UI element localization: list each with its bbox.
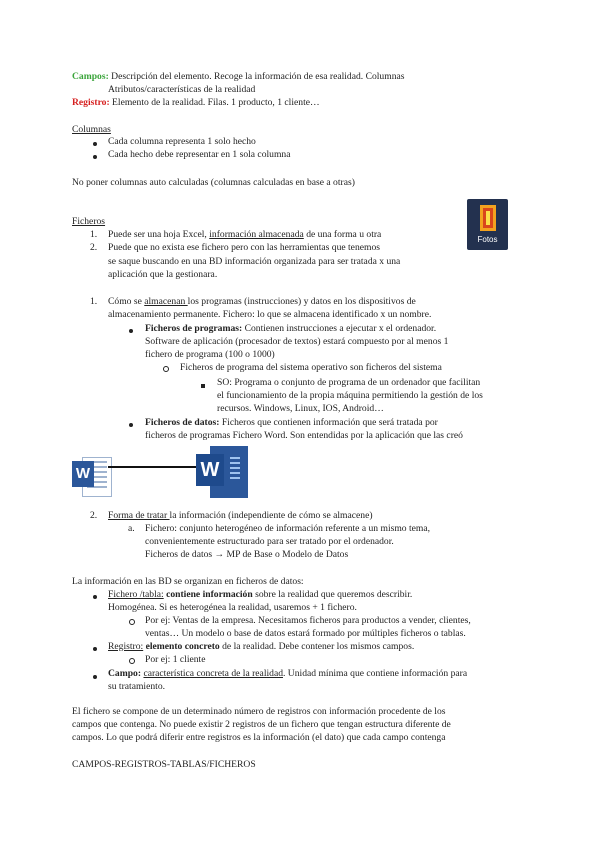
campos-text-line2: Atributos/características de la realidad	[108, 84, 256, 95]
list-letter: a.	[128, 523, 135, 534]
ficheros-item-2-line3: aplicación que la gestionara.	[108, 269, 218, 280]
bullet-icon	[93, 643, 97, 655]
fichero-tabla-line2: Homogénea. Si es heterogénea la realidad, usaremos + 1 fichero.	[108, 602, 357, 613]
tratar-post: la información (independiente de cómo se almacene)	[169, 510, 373, 521]
bullet-icon	[93, 671, 97, 683]
circle-bullet-icon	[163, 364, 169, 376]
campo-text: . Unidad mínima que contiene información para	[283, 668, 468, 679]
ficheros-heading: Ficheros	[72, 216, 106, 227]
ficheros-item-2-line2: se saque buscando en una BD información organizada para ser tratada x una	[108, 256, 401, 267]
ficheros-item-2-line1: Puede que no exista ese fichero pero con las herramientas que tenemos	[108, 242, 380, 253]
fichero-tabla-link: Fichero /tabla:	[108, 589, 164, 600]
almacenan-pre: Cómo se	[108, 296, 145, 307]
word-document-icon-large	[196, 444, 248, 498]
fichero-tabla-text: sobre la realidad que queremos describir.	[252, 589, 413, 600]
registro-text: Elemento de la realidad. Filas. 1 producto, 1 cliente…	[109, 97, 320, 108]
ficheros-item-1	[108, 229, 381, 241]
columnas-item-2: Cada hecho debe representar en 1 sola columna	[108, 149, 291, 160]
almacenan-link: almacenan	[144, 296, 188, 307]
fichero-tabla-item	[108, 589, 412, 601]
programas-item	[145, 323, 436, 335]
so-line1: SO: Programa o conjunto de programa de un ordenador que facilitan	[217, 377, 481, 388]
tratar-sub-line2: convenientemente estructurado para ser tratado por el ordenador.	[145, 536, 394, 547]
almacenan-post: los programas (instrucciones) y datos en los dispositivos de	[187, 296, 416, 307]
columnas-item-1: Cada columna representa 1 solo hecho	[108, 136, 256, 147]
registro-definition	[72, 97, 320, 109]
connector-line	[108, 466, 200, 468]
word-letter: W	[72, 461, 94, 487]
registro-item-text: de la realidad. Debe contener los mismos campos.	[219, 641, 415, 652]
bullet-icon	[93, 591, 97, 603]
almacenan-line1	[108, 296, 416, 308]
tratar-sub-line1: Fichero: conjunto heterogéneo de información referente a un mismo tema,	[145, 523, 431, 534]
registro-link: Registro:	[108, 641, 144, 652]
bullet-icon	[93, 138, 97, 150]
programas-term: Ficheros de programas:	[145, 323, 243, 334]
datos-text: Ficheros que contienen información que será tratada por	[219, 417, 438, 428]
programas-line2: Software de aplicación (procesador de textos) estará compuesto por al menos 1	[145, 336, 449, 347]
tratar-sub-line3: Ficheros de datos → MP de Base o Modelo de Datos	[145, 549, 349, 560]
bullet-icon	[93, 151, 97, 163]
fichero-tabla-sub2: ventas… Un modelo o base de datos estará formado por múltiples ficheros o tablas.	[145, 628, 466, 639]
registro-sub: Por ej: 1 cliente	[145, 654, 206, 665]
tratar-link: Forma de tratar	[108, 510, 170, 521]
footer-heading: CAMPOS-REGISTROS-TABLAS/FICHEROS	[72, 759, 256, 770]
circle-bullet-icon	[129, 656, 135, 668]
columnas-heading: Columnas	[72, 124, 111, 135]
bullet-icon	[129, 325, 133, 337]
datos-line2: ficheros de programas Fichero Word. Son entendidas por la aplicación que las creó	[145, 430, 463, 441]
ficheros-item-1-link: información almacenada	[209, 229, 304, 240]
campos-text: Descripción del elemento. Recoge la información de esa realidad. Columnas	[108, 71, 405, 82]
datos-item	[145, 417, 438, 429]
ficheros-item-1-post: de una forma u otra	[303, 229, 382, 240]
tratar-line	[108, 510, 373, 522]
campo-link: característica concreta de la realidad	[143, 668, 283, 679]
campos-definition	[72, 71, 404, 83]
bullet-icon	[129, 419, 133, 431]
list-number: 2.	[90, 242, 98, 253]
programas-text: Contienen instrucciones a ejecutar x el ordenador.	[242, 323, 437, 334]
registro-term: Registro:	[72, 97, 110, 108]
programas-line3: fichero de programa (100 o 1000)	[145, 349, 275, 360]
closing-line1: El fichero se compone de un determinado número de registros con información procedente de los	[72, 706, 446, 717]
registro-item	[108, 641, 414, 653]
columnas-note: No poner columnas auto calculadas (columnas calculadas en base a otras)	[72, 177, 355, 188]
almacenan-line2: almacenamiento permanente. Fichero: lo que se almacena identificado x un nombre.	[108, 309, 432, 320]
closing-line3: campos. Lo que podrá diferir entre registros es la información (el dato) que cada campo contenga	[72, 732, 446, 743]
bd-intro: La información en las BD se organizan en ficheros de datos:	[72, 576, 304, 587]
fichero-tabla-bold: contiene información	[163, 589, 253, 600]
word-document-icon-small	[72, 453, 112, 497]
registro-bold: elemento concreto	[143, 641, 220, 652]
campos-term: Campos:	[72, 71, 109, 82]
closing-line2: campos que contenga. No puede existir 2 registros de un fichero que tengan estructura diferente de	[72, 719, 451, 730]
word-letter: W	[196, 454, 224, 486]
square-bullet-icon	[201, 380, 205, 392]
list-number: 2.	[90, 510, 98, 521]
campo-line2: su tratamiento.	[108, 681, 166, 692]
list-number: 1.	[90, 296, 98, 307]
circle-bullet-icon	[129, 617, 135, 629]
so-line2: el funcionamiento de la propia máquina permitiendo la gestión de los	[217, 390, 483, 401]
datos-term: Ficheros de datos:	[145, 417, 220, 428]
so-line3: recursos. Windows, Linux, IOS, Android…	[217, 403, 384, 414]
ficheros-item-1-pre: Puede ser una hoja Excel,	[108, 229, 210, 240]
fichero-tabla-sub1: Por ej: Ventas de la empresa. Necesitamos ficheros para productos a vender, clientes,	[145, 615, 471, 626]
list-number: 1.	[90, 229, 98, 240]
campo-bold: Campo:	[108, 668, 142, 679]
campo-item	[108, 668, 467, 680]
photos-book-icon	[480, 205, 496, 231]
photos-label: Fotos	[477, 234, 498, 244]
sistema-item: Ficheros de programa del sistema operativo son ficheros del sistema	[180, 362, 442, 373]
photos-app-icon	[467, 199, 508, 250]
